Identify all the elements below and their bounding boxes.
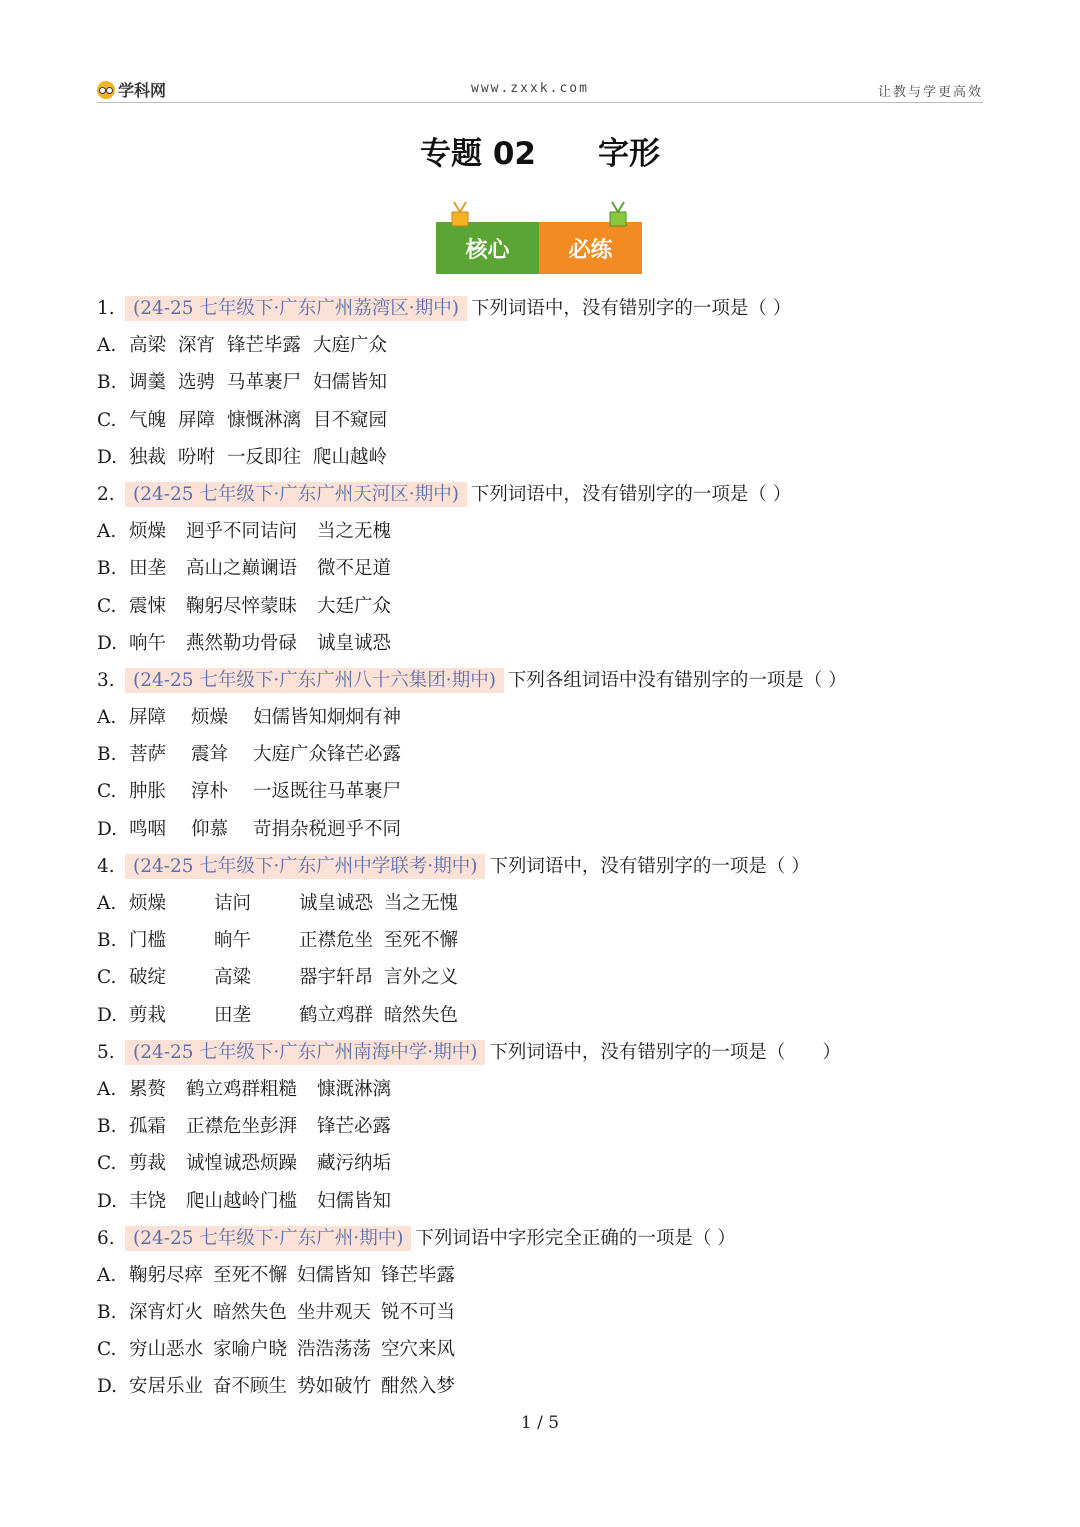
option-letter: C. [97, 409, 117, 431]
option-letter: C. [97, 1339, 117, 1361]
question-number: 6. [97, 1227, 115, 1249]
option-letter: D. [97, 632, 118, 654]
option-word: 烦燥 [191, 707, 229, 729]
option-letter: C. [97, 1153, 117, 1175]
option-word: 选骋 [178, 372, 216, 394]
option-word: 丰饶 [129, 1190, 167, 1212]
option-letter: B. [97, 1116, 117, 1138]
answer-option [97, 885, 983, 922]
answer-option [97, 588, 983, 625]
option-word: 震悚 [129, 595, 167, 617]
option-word: 慷溉淋漓 [317, 1078, 392, 1100]
answer-option [97, 1331, 983, 1368]
option-word: 诘问 [214, 893, 252, 914]
answer-option [97, 327, 983, 364]
owl-logo-icon [97, 81, 115, 99]
option-letter: C. [97, 595, 117, 617]
option-letter: B. [97, 1302, 117, 1324]
option-word: 爬山越岭 [186, 1190, 261, 1212]
option-letter: D. [97, 1376, 118, 1398]
option-word: 粗糙 [260, 1078, 298, 1100]
option-word: 微不足道 [317, 558, 392, 580]
question-stem [97, 662, 983, 699]
option-word: 至死不懈 [384, 930, 459, 952]
option-word: 妇儒皆知 [253, 707, 328, 729]
option-word: 蒙昧 [260, 595, 298, 617]
option-word: 空穴来风 [381, 1339, 456, 1361]
binder-clip-icon [450, 200, 470, 230]
answer-option [97, 439, 983, 476]
question-text: 下列词语中，没有错别字的一项是（ ） [489, 855, 810, 877]
option-word: 当之无槐 [317, 521, 392, 543]
option-word: 藏污纳垢 [317, 1153, 392, 1175]
answer-option [97, 625, 983, 662]
option-word: 苛捐杂税 [253, 818, 328, 840]
option-word: 暗然失色 [384, 1004, 459, 1026]
question-number: 2. [97, 483, 115, 505]
answer-option [97, 513, 983, 550]
option-word: 酣然入梦 [381, 1376, 456, 1398]
option-word: 屏障 [129, 707, 167, 729]
option-word: 浩浩荡荡 [297, 1339, 372, 1361]
option-word: 高梁 [129, 335, 167, 357]
option-word: 器宇轩昂 [299, 967, 374, 989]
question-number: 5. [97, 1041, 115, 1063]
question-list [97, 290, 983, 1406]
option-word: 鞠躬尽悴 [186, 595, 261, 617]
option-word: 烦躁 [260, 1153, 298, 1175]
option-letter: B. [97, 930, 117, 952]
option-word: 吩咐 [178, 446, 216, 468]
answer-option [97, 1183, 983, 1220]
answer-option [97, 402, 983, 439]
option-word: 燕然勒功 [186, 632, 261, 654]
binder-clip-icon [608, 200, 628, 230]
core-practice-badge [436, 222, 642, 274]
option-word: 菩萨 [129, 744, 167, 766]
option-letter: A. [97, 893, 117, 914]
option-word: 穷山恶水 [129, 1339, 204, 1361]
option-word: 大庭广众 [313, 335, 388, 357]
option-word: 至死不懈 [213, 1264, 288, 1286]
option-word: 迥乎不同 [327, 818, 402, 840]
option-word: 高粱 [214, 967, 252, 989]
logo [97, 78, 166, 101]
option-word: 高山之巅 [186, 558, 261, 580]
option-letter: C. [97, 967, 117, 989]
option-word: 爬山越岭 [313, 446, 388, 468]
slogan: 让教与学更高效 [877, 85, 983, 100]
answer-option [97, 922, 983, 959]
option-word: 正襟危坐 [186, 1116, 261, 1138]
answer-option [97, 699, 983, 736]
page-number: 1 / 5 [520, 1413, 560, 1433]
option-word: 言外之义 [384, 967, 459, 989]
answer-option [97, 1108, 983, 1145]
question-source: (24-25 七年级下·广东广州南海中学·期中) [125, 1040, 485, 1065]
option-word: 诚皇诚恐 [299, 893, 374, 914]
site-url: www.zxxk.com [471, 81, 589, 96]
option-word: 淳朴 [191, 781, 229, 803]
answer-option [97, 773, 983, 810]
page-header [97, 78, 983, 103]
option-word: 震耸 [191, 744, 229, 766]
option-letter: B. [97, 744, 117, 766]
option-letter: A. [97, 335, 117, 357]
question-stem [97, 290, 983, 327]
option-word: 深宵 [178, 335, 216, 357]
option-word: 诚皇诚恐 [317, 632, 392, 654]
option-word: 破绽 [129, 967, 167, 989]
option-word: 晌午 [214, 930, 252, 952]
option-word: 深宵灯火 [129, 1302, 204, 1324]
option-word: 累赘 [129, 1078, 167, 1100]
question-number: 3. [97, 669, 115, 691]
option-word: 正襟危坐 [299, 930, 374, 952]
option-word: 仰慕 [191, 818, 229, 840]
option-word: 烦燥 [129, 521, 167, 543]
option-word: 彭湃 [260, 1116, 298, 1138]
question-number: 4. [97, 855, 115, 877]
option-letter: B. [97, 558, 117, 580]
option-word: 势如破竹 [297, 1376, 372, 1398]
option-word: 当之无愧 [384, 893, 459, 914]
answer-option [97, 550, 983, 587]
question-number: 1. [97, 298, 115, 319]
option-word: 门槛 [260, 1190, 298, 1212]
option-word: 慷慨淋漓 [227, 409, 302, 431]
option-letter: D. [97, 1190, 118, 1212]
option-word: 安居乐业 [129, 1376, 204, 1398]
option-letter: A. [97, 707, 117, 729]
option-word: 锐不可当 [381, 1302, 456, 1324]
option-word: 骨碌 [260, 632, 298, 654]
option-word: 独裁 [129, 446, 167, 468]
option-word: 诘问 [260, 521, 298, 543]
option-word: 剪栽 [129, 1004, 167, 1026]
question-text: 下列词语中，没有错别字的一项是（ ） [470, 298, 792, 319]
option-word: 奋不顾生 [213, 1376, 288, 1398]
question-source: (24-25 七年级下·广东广州·期中) [125, 1226, 411, 1251]
option-word: 锋芒必露 [317, 1116, 392, 1138]
title-topic-name: 字形 [597, 136, 660, 172]
answer-option [97, 959, 983, 996]
option-word: 大廷广众 [317, 595, 392, 617]
option-word: 田垄 [129, 558, 167, 580]
logo-text: 学科网 [118, 81, 167, 100]
option-letter: C. [97, 781, 117, 803]
option-word: 调羹 [129, 372, 167, 394]
answer-option [97, 364, 983, 401]
option-word: 锋芒必露 [327, 744, 402, 766]
option-word: 门槛 [129, 930, 167, 952]
option-letter: D. [97, 1004, 118, 1026]
option-word: 肿胀 [129, 781, 167, 803]
question-text: 下列词语中，没有错别字的一项是（ ） [489, 1041, 841, 1063]
option-word: 马革裹尸 [327, 781, 402, 803]
option-word: 目不窥园 [313, 409, 388, 431]
option-word: 鞠躬尽瘁 [129, 1264, 204, 1286]
question-stem [97, 848, 983, 885]
question-source: (24-25 七年级下·广东广州荔湾区·期中) [125, 296, 467, 321]
badge-left-label: 核心 [436, 222, 539, 274]
option-word: 炯炯有神 [327, 707, 402, 729]
option-word: 锋芒毕露 [227, 335, 302, 357]
answer-option [97, 997, 983, 1034]
option-letter: D. [97, 446, 118, 468]
option-word: 妇儒皆知 [317, 1190, 392, 1212]
option-word: 暗然失色 [213, 1302, 288, 1324]
option-word: 鹤立鸡群 [299, 1004, 374, 1026]
option-word: 鹤立鸡群 [186, 1078, 261, 1100]
option-word: 烦燥 [129, 893, 167, 914]
option-word: 剪裁 [129, 1153, 167, 1175]
option-word: 响午 [129, 632, 167, 654]
answer-option [97, 811, 983, 848]
option-word: 妇儒皆知 [313, 372, 388, 394]
question-stem [97, 1034, 983, 1071]
page-title [0, 128, 1080, 173]
question-stem [97, 476, 983, 513]
option-letter: B. [97, 372, 117, 394]
option-word: 气魄 [129, 409, 167, 431]
option-word: 一返既往 [253, 781, 328, 803]
question-source: (24-25 七年级下·广东广州中学联考·期中) [125, 854, 485, 879]
question-source: (24-25 七年级下·广东广州天河区·期中) [125, 482, 467, 507]
question-source: (24-25 七年级下·广东广州八十六集团·期中) [125, 668, 504, 693]
option-word: 鸣咽 [129, 818, 167, 840]
option-letter: D. [97, 818, 118, 840]
question-stem [97, 1220, 983, 1257]
option-word: 大庭广众 [253, 744, 328, 766]
option-word: 谰语 [260, 558, 298, 580]
answer-option [97, 736, 983, 773]
option-word: 屏障 [178, 409, 216, 431]
answer-option [97, 1294, 983, 1331]
title-topic-number: 专题 02 [420, 136, 536, 172]
option-letter: A. [97, 521, 117, 543]
option-letter: A. [97, 1264, 117, 1286]
option-word: 孤霜 [129, 1116, 167, 1138]
question-text: 下列各组词语中没有错别字的一项是（ ） [507, 669, 847, 691]
question-text: 下列词语中，没有错别字的一项是（ ） [470, 483, 792, 505]
question-text: 下列词语中字形完全正确的一项是（ ） [415, 1227, 736, 1249]
option-word: 家喻户晓 [213, 1339, 288, 1361]
answer-option [97, 1145, 983, 1182]
answer-option [97, 1071, 983, 1108]
answer-option [97, 1257, 983, 1294]
option-word: 田垄 [214, 1004, 252, 1026]
option-letter: A. [97, 1078, 117, 1100]
option-word: 一反即往 [227, 446, 302, 468]
option-word: 诚惶诚恐 [186, 1153, 261, 1175]
option-word: 迥乎不同 [186, 521, 261, 543]
option-word: 坐井观天 [297, 1302, 372, 1324]
option-word: 马革裹尸 [227, 372, 302, 394]
badge-right-label: 必练 [539, 222, 642, 274]
answer-option [97, 1368, 983, 1405]
option-word: 妇儒皆知 [297, 1264, 372, 1286]
option-word: 锋芒毕露 [381, 1264, 456, 1286]
